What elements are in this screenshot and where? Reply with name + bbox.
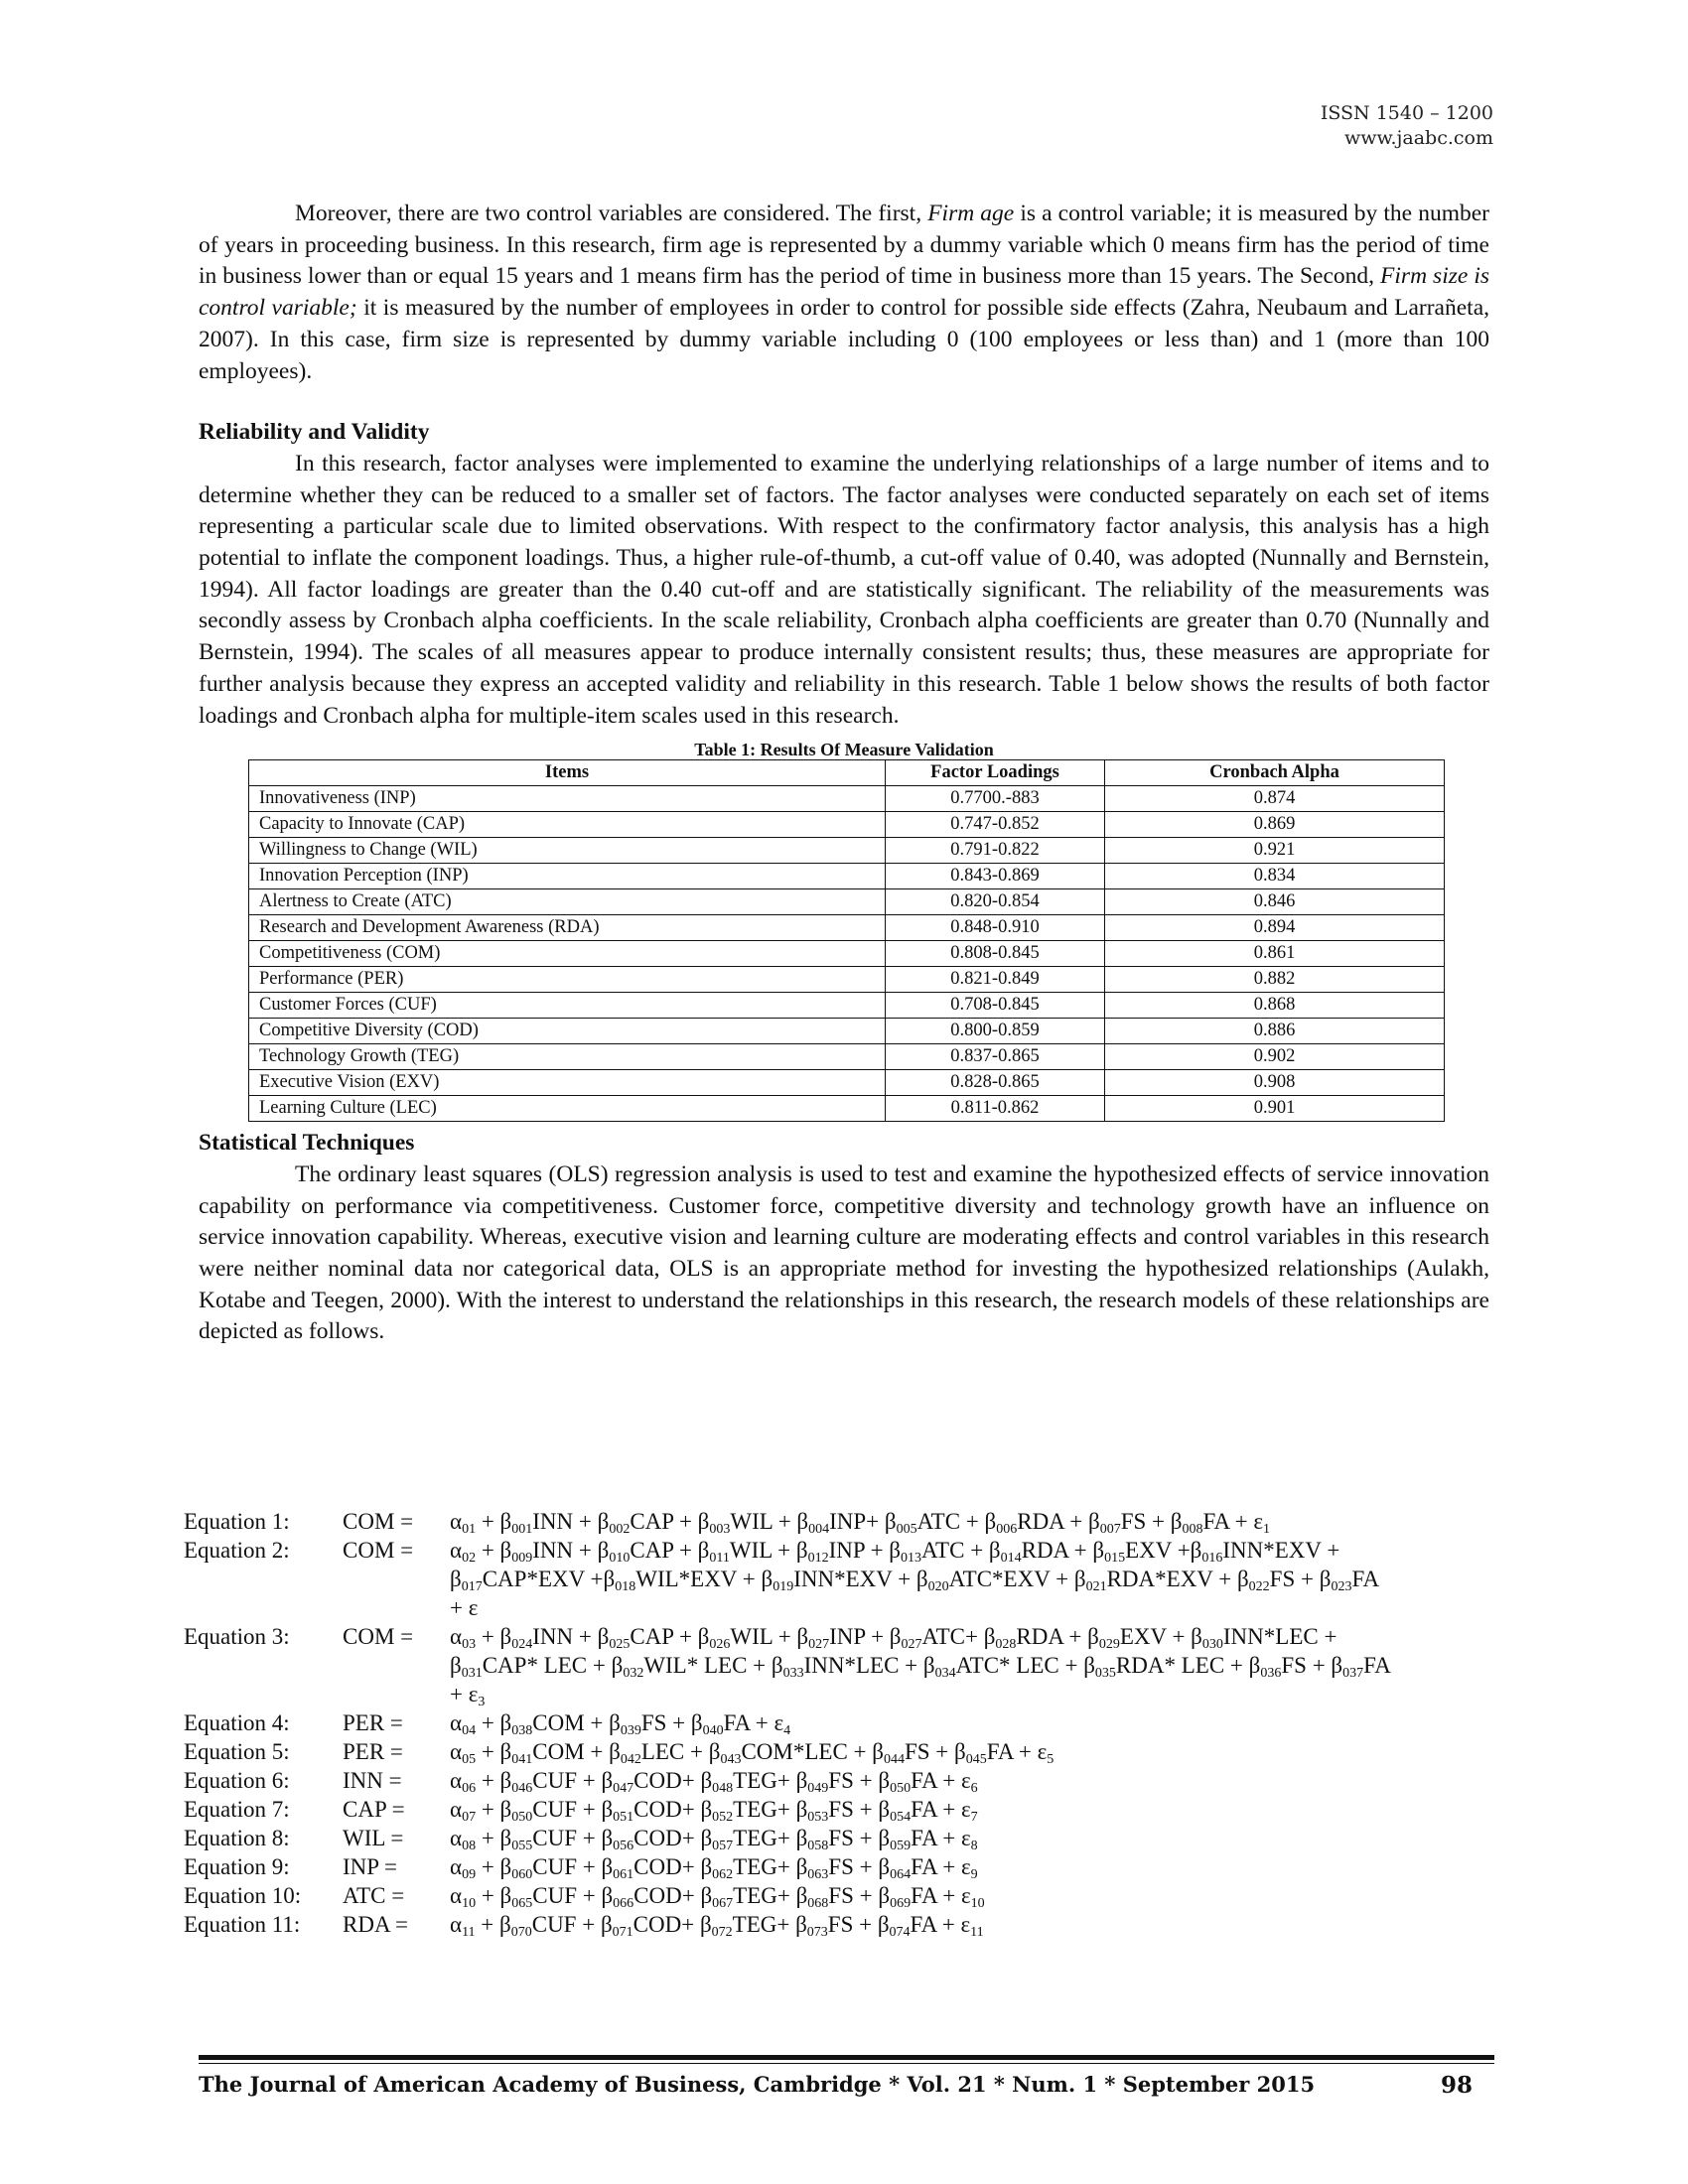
equation-dependent-variable: PER = xyxy=(343,1739,403,1764)
column-header-cronbach-alpha: Cronbach Alpha xyxy=(1105,760,1445,786)
footer-rule xyxy=(199,2055,1494,2060)
cell-factor-loadings: 0.848-0.910 xyxy=(886,915,1105,941)
equation xyxy=(184,1622,1524,1708)
table-row xyxy=(249,812,1445,838)
equation-dependent-variable: COM = xyxy=(343,1509,414,1534)
cell-item: Willingness to Change (WIL) xyxy=(249,838,886,864)
cell-cronbach-alpha: 0.901 xyxy=(1105,1096,1445,1122)
results-table xyxy=(248,759,1445,1122)
italic-term: Firm size is control variable; xyxy=(199,263,1489,322)
cell-factor-loadings: 0.791-0.822 xyxy=(886,838,1105,864)
equation-label: Equation 7: xyxy=(184,1797,290,1822)
cell-cronbach-alpha: 0.861 xyxy=(1105,941,1445,967)
footer-journal-info: The Journal of American Academy of Business, Cambridge * Vol. 21 * Num. 1 * September 2015 xyxy=(199,2072,1316,2097)
equation-expression: $\alpha_{11} + \beta_{070}CUF + \beta_{071}COD+ \beta_{072}TEG+ \beta_{073}FS + \beta_{074}FA + \varepsilon_{11}$ xyxy=(450,1912,984,1940)
equation-expression: $\alpha_{02} + \beta_{009}INN + \beta_{010}CAP + \beta_{011}WIL + \beta_{012}INP + \beta_{013}ATC + \beta_{014}RDA + \beta_{015}EXV +\beta_{016}INN*EXV$ + $\beta_{017}CAP*EXV +\beta_{018}WIL*EXV + \beta_{019}INN*EXV + \beta_{020}ATC*EXV + \beta_{021}RDA*EXV + \beta_{022}FS + \beta_{023}FA$ + ε xyxy=(450,1538,1380,1620)
cell-item: Executive Vision (EXV) xyxy=(249,1070,886,1096)
page-number: 98 xyxy=(1440,2072,1473,2099)
cell-cronbach-alpha: 0.874 xyxy=(1105,786,1445,812)
equation-expression: $\alpha_{04} + \beta_{038}COM + \beta_{039}FS + \beta_{040}FA + \varepsilon_4$ xyxy=(450,1710,791,1738)
table-row xyxy=(249,941,1445,967)
cell-cronbach-alpha: 0.882 xyxy=(1105,967,1445,993)
equation-label: Equation 2: xyxy=(184,1538,290,1563)
cell-factor-loadings: 0.837-0.865 xyxy=(886,1044,1105,1070)
equation-dependent-variable: COM = xyxy=(343,1624,414,1649)
paragraph-control-variables: Moreover, there are two control variables are considered. The first, Firm age is a control variable; it is measured by the number of years in proceeding business. In this research, firm age is represented by a dummy variable which 0 means firm has the period of time in business lower than or equal 15 years and 1 means firm has the period of time in business more than 15 years. The Second, Firm size is control variable; it is measured by the number of employees in order to control for possible side effects (Zahra, Neubaum and Larrañeta, 2007). In this case, firm size is represented by dummy variable including 0 (100 employees or less than) and 1 (more than 100 employees). xyxy=(199,201,1489,384)
equation-label: Equation 11: xyxy=(184,1912,301,1937)
cell-factor-loadings: 0.708-0.845 xyxy=(886,993,1105,1019)
table-header-row xyxy=(249,760,1445,786)
table-row xyxy=(249,864,1445,889)
cell-item: Competitiveness (COM) xyxy=(249,941,886,967)
paragraph-reliability: In this research, factor analyses were implemented to examine the underlying relationships of a large number of items and to determine whether they can be reduced to a smaller set of factors. The factor analyses were conducted separately on each set of items representing a particular scale due to limited observations. With respect to the confirmatory factor analysis, this analysis has a high potential to inflate the component loadings. Thus, a higher rule-of-thumb, a cut-off value of 0.40, was adopted (Nunnally and Bernstein, 1994). All factor loadings are greater than the 0.40 cut-off and are statistically significant. The reliability of the measurements was secondly assess by Cronbach alpha coefficients. In the scale reliability, Cronbach alpha coefficients are greater than 0.70 (Nunnally and Bernstein, 1994). The scales of all measures appear to produce internally consistent results; thus, these measures are appropriate for further analysis because they express an accepted validity and reliability in this research. Table 1 below shows the results of both factor loadings and Cronbach alpha for multiple-item scales used in this research. xyxy=(199,450,1489,729)
cell-item: Research and Development Awareness (RDA) xyxy=(249,915,886,941)
cell-cronbach-alpha: 0.886 xyxy=(1105,1019,1445,1044)
cell-item: Innovation Perception (INP) xyxy=(249,864,886,889)
cell-factor-loadings: 0.811-0.862 xyxy=(886,1096,1105,1122)
equation xyxy=(184,1910,1524,1939)
table-row xyxy=(249,1044,1445,1070)
journal-url: www.jaabc.com xyxy=(1343,127,1493,149)
equation-expression: $\alpha_{05} + \beta_{041}COM + \beta_{042}LEC + \beta_{043}COM*LEC + \beta_{044}FS + \beta_{045}FA + \varepsilon_5$ xyxy=(450,1739,1055,1767)
equation xyxy=(184,1536,1524,1622)
equation-expression: $\alpha_{03} + \beta_{024}INN + \beta_{025}CAP + \beta_{026}WIL + \beta_{027}INP + \beta_{027}ATC+ \beta_{028}RDA + \beta_{029}EXV + \beta_{030}INN*LEC$ + $\beta_{031}CAP*$ LEC + $\beta_{032}WIL*$ LEC + $\beta_{033}INN*LEC + \beta_{034}ATC*$ LEC + $\beta_{035}RDA*$ LEC + $\beta_{036}FS + \beta_{037}FA$ + $\varepsilon_3$ xyxy=(450,1624,1391,1709)
equation-label: Equation 8: xyxy=(184,1826,290,1850)
equation-expression: $\alpha_{06} + \beta_{046}CUF + \beta_{047}COD+ \beta_{048}TEG+ \beta_{049}FS + \beta_{050}FA + \varepsilon_6$ xyxy=(450,1768,978,1796)
equation-label: Equation 3: xyxy=(184,1624,290,1649)
cell-item: Technology Growth (TEG) xyxy=(249,1044,886,1070)
cell-factor-loadings: 0.800-0.859 xyxy=(886,1019,1105,1044)
cell-cronbach-alpha: 0.868 xyxy=(1105,993,1445,1019)
section-heading-reliability: Reliability and Validity xyxy=(199,419,430,446)
cell-factor-loadings: 0.843-0.869 xyxy=(886,864,1105,889)
equation-dependent-variable: CAP = xyxy=(343,1797,405,1822)
equation xyxy=(184,1766,1524,1795)
cell-cronbach-alpha: 0.869 xyxy=(1105,812,1445,838)
cell-cronbach-alpha: 0.894 xyxy=(1105,915,1445,941)
paragraph-statistical-techniques: The ordinary least squares (OLS) regression analysis is used to test and examine the hypothesized effects of service innovation capability on performance via competitiveness. Customer force, competitive diversity and technology growth have an influence on service innovation capability. Whereas, executive vision and learning culture are moderating effects and control variables in this research were neither nominal data nor categorical data, OLS is an appropriate method for investing the hypothesized relationships (Aulakh, Kotabe and Teegen, 2000). With the interest to understand the relationships in this research, the research models of these relationships are depicted as follows. xyxy=(199,1160,1489,1345)
footer-rule-thin xyxy=(199,2063,1494,2064)
table-row xyxy=(249,993,1445,1019)
equation xyxy=(184,1708,1524,1737)
cell-item: Competitive Diversity (COD) xyxy=(249,1019,886,1044)
table-body xyxy=(249,786,1445,1122)
cell-item: Alertness to Create (ATC) xyxy=(249,889,886,915)
italic-term: Firm age xyxy=(927,201,1015,226)
equation-label: Equation 1: xyxy=(184,1509,290,1534)
cell-item: Customer Forces (CUF) xyxy=(249,993,886,1019)
equation-expression: $\alpha_{10} + \beta_{065}CUF + \beta_{066}COD+ \beta_{067}TEG+ \beta_{068}FS + \beta_{069}FA + \varepsilon_{10}$ xyxy=(450,1883,985,1911)
cell-item: Performance (PER) xyxy=(249,967,886,993)
cell-item: Innovativeness (INP) xyxy=(249,786,886,812)
equation-dependent-variable: COM = xyxy=(343,1538,414,1563)
equation-expression: $\alpha_{09} + \beta_{060}CUF + \beta_{061}COD+ \beta_{062}TEG+ \beta_{063}FS + \beta_{064}FA + \varepsilon_9$ xyxy=(450,1854,978,1882)
cell-cronbach-alpha: 0.834 xyxy=(1105,864,1445,889)
table-row xyxy=(249,967,1445,993)
cell-factor-loadings: 0.808-0.845 xyxy=(886,941,1105,967)
column-header-items: Items xyxy=(249,760,886,786)
equation xyxy=(184,1795,1524,1824)
cell-item: Learning Culture (LEC) xyxy=(249,1096,886,1122)
table-row xyxy=(249,915,1445,941)
equation-dependent-variable: PER = xyxy=(343,1710,403,1735)
cell-cronbach-alpha: 0.908 xyxy=(1105,1070,1445,1096)
equation xyxy=(184,1737,1524,1766)
table-title: Table 1: Results Of Measure Validation xyxy=(694,740,994,760)
equation-label: Equation 6: xyxy=(184,1768,290,1793)
table-row xyxy=(249,838,1445,864)
equations-block xyxy=(184,1507,1524,1939)
equation-label: Equation 5: xyxy=(184,1739,290,1764)
cell-factor-loadings: 0.828-0.865 xyxy=(886,1070,1105,1096)
equation-dependent-variable: ATC = xyxy=(343,1883,405,1908)
cell-cronbach-alpha: 0.921 xyxy=(1105,838,1445,864)
table-row xyxy=(249,1070,1445,1096)
equation-dependent-variable: INN = xyxy=(343,1768,402,1793)
equation-dependent-variable: WIL = xyxy=(343,1826,404,1850)
equation-label: Equation 10: xyxy=(184,1883,302,1908)
equation-dependent-variable: INP = xyxy=(343,1854,397,1879)
equation xyxy=(184,1824,1524,1852)
cell-factor-loadings: 0.7700.-883 xyxy=(886,786,1105,812)
table-row xyxy=(249,1019,1445,1044)
equation-label: Equation 4: xyxy=(184,1710,290,1735)
equation-expression: $\alpha_{01} + \beta_{001}INN + \beta_{002}CAP + \beta_{003}WIL + \beta_{004}INP+ \beta_{005}ATC + \beta_{006}RDA + \beta_{007}FS + \beta_{008}FA + \varepsilon_1$ xyxy=(450,1509,1271,1537)
table-row xyxy=(249,786,1445,812)
cell-factor-loadings: 0.821-0.849 xyxy=(886,967,1105,993)
equation xyxy=(184,1507,1524,1536)
table-row xyxy=(249,889,1445,915)
page-footer xyxy=(199,2055,1494,2099)
equation xyxy=(184,1852,1524,1881)
cell-cronbach-alpha: 0.846 xyxy=(1105,889,1445,915)
issn: ISSN 1540 – 1200 xyxy=(1320,102,1493,124)
cell-cronbach-alpha: 0.902 xyxy=(1105,1044,1445,1070)
table-row xyxy=(249,1096,1445,1122)
cell-item: Capacity to Innovate (CAP) xyxy=(249,812,886,838)
cell-factor-loadings: 0.820-0.854 xyxy=(886,889,1105,915)
equation-label: Equation 9: xyxy=(184,1854,290,1879)
section-heading-statistical-techniques: Statistical Techniques xyxy=(199,1130,415,1157)
equation-expression: $\alpha_{07} + \beta_{050}CUF + \beta_{051}COD+ \beta_{052}TEG+ \beta_{053}FS + \beta_{054}FA + \varepsilon_7$ xyxy=(450,1797,978,1825)
page-header xyxy=(1321,101,1493,151)
equation-expression: $\alpha_{08} + \beta_{055}CUF + \beta_{056}COD+ \beta_{057}TEG+ \beta_{058}FS + \beta_{059}FA + \varepsilon_8$ xyxy=(450,1826,978,1853)
equation xyxy=(184,1881,1524,1910)
equation-dependent-variable: RDA = xyxy=(343,1912,409,1937)
cell-factor-loadings: 0.747-0.852 xyxy=(886,812,1105,838)
column-header-factor-loadings: Factor Loadings xyxy=(886,760,1105,786)
article-body xyxy=(199,199,1489,1348)
